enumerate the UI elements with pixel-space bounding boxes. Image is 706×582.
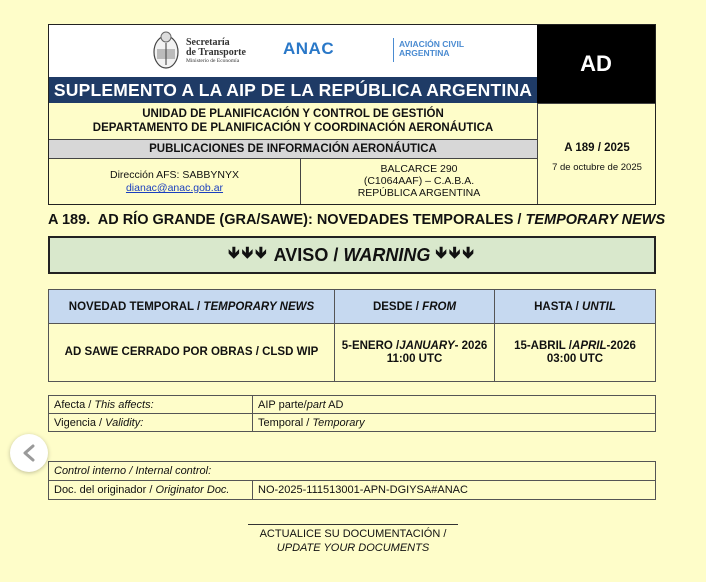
from-year: - 2026	[454, 339, 488, 352]
from-month-en: JANUARY	[399, 339, 455, 352]
until-year: -2026	[606, 339, 636, 352]
affects-label	[49, 396, 253, 414]
header-until	[495, 290, 656, 324]
chevron-left-icon	[22, 444, 36, 462]
until-date: 15-ABRIL /	[514, 339, 573, 352]
affects-value-a: AIP parte/	[258, 398, 307, 411]
unit-line2: DEPARTAMENTO DE PLANIFICACIÓN Y COORDINACIÓN AERONÁUTICA	[92, 122, 494, 134]
email-link[interactable]: dianac@anac.gob.ar	[125, 182, 224, 194]
internal-control-label	[49, 462, 656, 481]
header-from	[335, 290, 495, 324]
news-table	[48, 289, 656, 382]
validity-value-b: Temporary	[312, 416, 365, 429]
secretaria-line2: de Transporte	[186, 47, 246, 58]
publications-label: PUBLICACIONES DE INFORMACIÓN AERONÁUTICA	[49, 139, 537, 159]
warning-es: AVISO /	[273, 244, 339, 265]
validity-label	[49, 414, 253, 432]
aviacion-line1: AVIACIÓN CIVIL	[399, 39, 465, 49]
header-from-es: DESDE /	[372, 300, 419, 313]
address-line1: BALCARCE 290	[380, 163, 458, 175]
originator-value: NO-2025-111513001-APN-DGIYSA#ANAC	[253, 481, 656, 500]
unit-line1: UNIDAD DE PLANIFICACIÓN Y CONTROL DE GESTIÓN	[142, 108, 444, 120]
affects-value-b: part	[306, 398, 326, 411]
section-title-es: AD RÍO GRANDE (GRA/SAWE): NOVEDADES TEMPORALES /	[97, 212, 522, 228]
address-line2: (C1064AAF) – C.A.B.A.	[363, 175, 475, 187]
update-line2: UPDATE YOUR DOCUMENTS	[276, 542, 430, 554]
anac-logo: ANAC	[283, 39, 335, 58]
secretaria-line3: Ministerio de Economía	[186, 58, 240, 64]
news-description: AD SAWE CERRADO POR OBRAS / CLSD WIP	[49, 324, 335, 382]
affects-en: This affects:	[94, 398, 154, 411]
validity-en: Validity:	[105, 416, 144, 429]
header-from-en: FROM	[422, 300, 457, 313]
address-line3: REPÚBLICA ARGENTINA	[357, 187, 481, 199]
section-title-en: TEMPORARY NEWS	[525, 212, 666, 228]
update-line1: ACTUALICE SU DOCUMENTACIÓN /	[259, 528, 447, 540]
aviacion-line2: ARGENTINA	[399, 48, 450, 58]
affects-es: Afecta /	[54, 398, 92, 411]
secretaria-line1: Secretaría	[186, 37, 230, 48]
postal-address	[301, 159, 537, 204]
validity-es: Vigencia /	[54, 416, 103, 429]
ad-label: AD	[537, 25, 655, 103]
control-table	[48, 461, 656, 500]
header-block	[48, 24, 656, 205]
section-prefix: A 189.	[48, 212, 91, 228]
arrow-down-icon: 🡻🡻🡻	[435, 242, 476, 262]
originator-es: Doc. del originador /	[54, 484, 153, 496]
unit-block	[49, 103, 537, 139]
supplement-number: A 189 / 2025	[564, 142, 630, 154]
from-time: 11:00 UTC	[386, 352, 443, 365]
arrow-down-icon: 🡻🡻🡻	[228, 242, 269, 262]
originator-label	[49, 481, 253, 500]
until-cell	[495, 324, 656, 382]
supplement-number-cell	[537, 103, 655, 204]
header-until-en: UNTIL	[582, 300, 616, 313]
affects-value	[253, 396, 656, 414]
previous-page-button[interactable]	[10, 434, 48, 472]
affects-value-c: AD	[325, 398, 344, 411]
afs-address: Dirección AFS: SABBYNYX	[110, 169, 239, 181]
section-title	[48, 212, 668, 228]
originator-en: Originator Doc.	[155, 484, 230, 496]
warning-banner	[48, 236, 656, 274]
logo-area	[49, 25, 537, 77]
from-date: 5-ENERO /	[341, 339, 400, 352]
coat-of-arms-icon	[151, 29, 181, 73]
header-until-es: HASTA /	[534, 300, 579, 313]
supplement-date: 7 de octubre de 2025	[552, 162, 642, 173]
update-notice	[248, 524, 458, 555]
header-news-en: TEMPORARY NEWS	[203, 300, 315, 313]
afs-block	[49, 159, 301, 204]
info-table	[48, 395, 656, 432]
internal-control-text: Control interno / Internal control:	[54, 465, 212, 477]
until-time: 03:00 UTC	[546, 352, 604, 365]
warning-en: WARNING	[343, 244, 431, 265]
header-news	[49, 290, 335, 324]
header-news-es: NOVEDAD TEMPORAL /	[68, 300, 201, 313]
from-cell	[335, 324, 495, 382]
validity-value	[253, 414, 656, 432]
until-month-en: APRIL	[572, 339, 607, 352]
logo-divider	[393, 38, 394, 62]
document-title: SUPLEMENTO A LA AIP DE LA REPÚBLICA ARGENTINA	[49, 77, 537, 103]
validity-value-a: Temporal /	[258, 416, 310, 429]
